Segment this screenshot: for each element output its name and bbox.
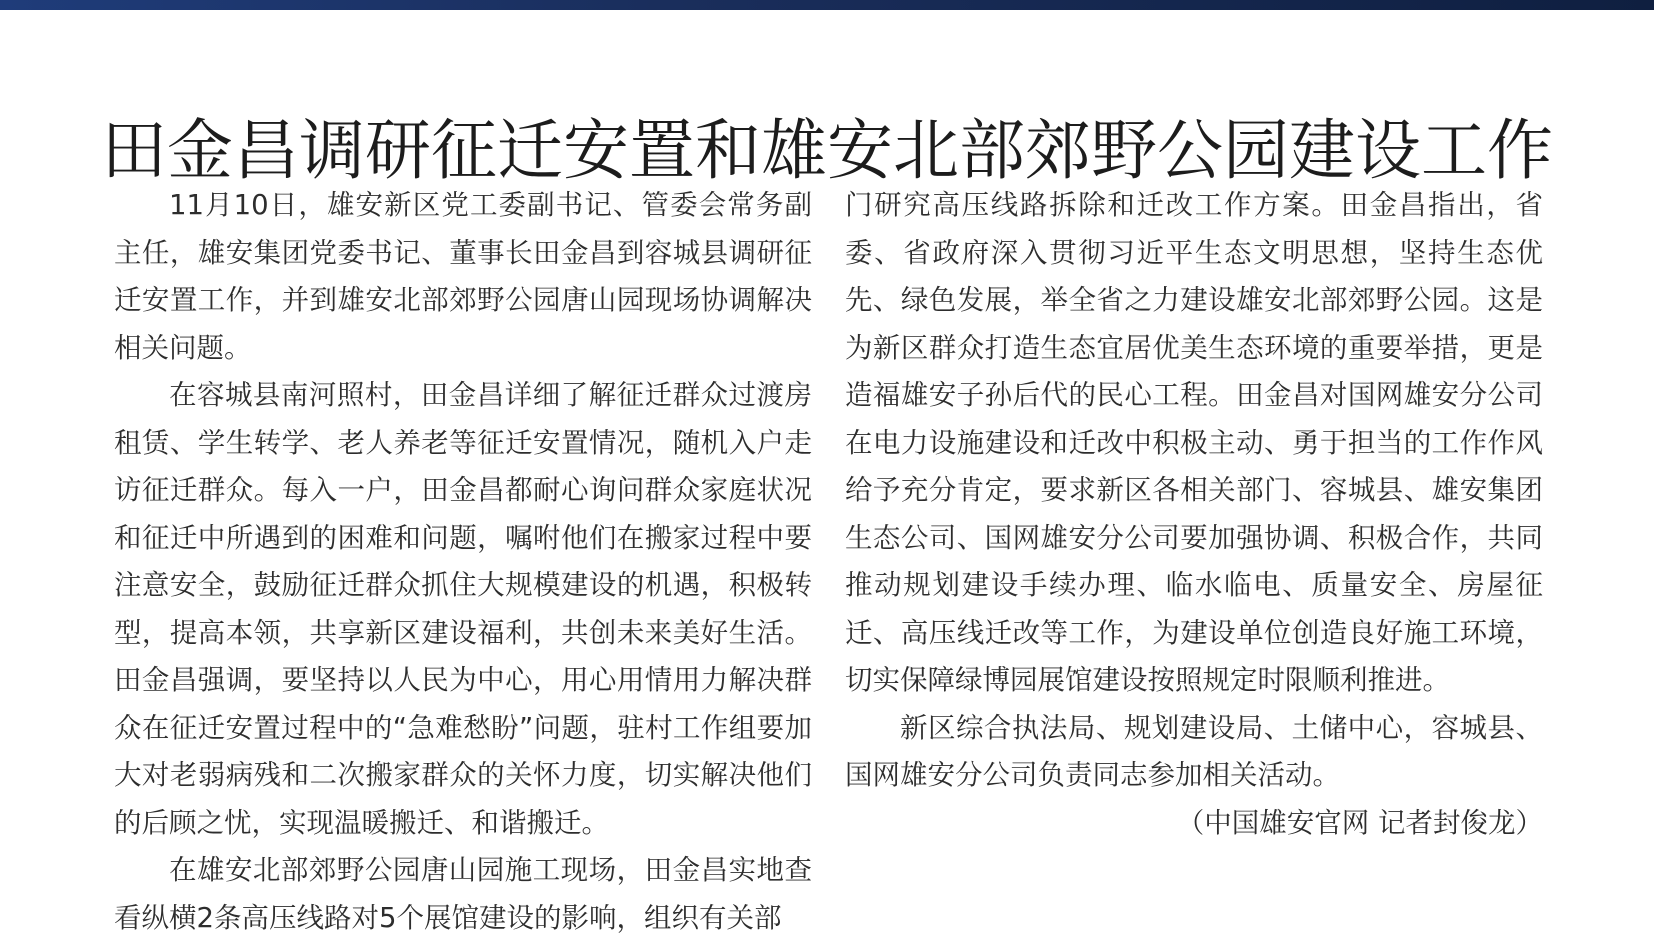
top-accent-bar [0, 0, 1654, 10]
paragraph-3-start: 在雄安北部郊野公园唐山园施工现场，田金昌实地查看纵横2条高压线路对5个展馆建设的影响，组织有关部 [114, 854, 812, 934]
paragraph-2: 在容城县南河照村，田金昌详细了解征迁群众过渡房租赁、学生转学、老人养老等征迁安置情况，随机入户走访征迁群众。每入一户，田金昌都耐心询问群众家庭状况和征迁中所遇到的困难和问题，嘱咐他们在搬家过程中要注意安全，鼓励征迁群众抓住大规模建设的机遇，积极转型，提高本领，共享新区建设福利，共创未来美好生活。田金昌强调，要坚持以人民为中心，用心用情用力解决群众在征迁安置过程中的“急难愁盼”问题，驻村工作组要加大对老弱病残和二次搬家群众的关怀力度，切实解决他们的后顾之忧，实现温暖搬迁、和谐搬迁。 [114, 379, 812, 839]
paragraph-1: 11月10日，雄安新区党工委副书记、管委会常务副主任，雄安集团党委书记、董事长田金昌到容城县调研征迁安置工作，并到雄安北部郊野公园唐山园现场协调解决相关问题。 [114, 189, 812, 364]
article-byline: （中国雄安官网 记者封俊龙） [1176, 806, 1543, 839]
article-title: 田金昌调研征迁安置和雄安北部郊野公园建设工作 [101, 112, 1553, 190]
article-column-right [845, 182, 1543, 847]
paragraph-3-continued: 门研究高压线路拆除和迁改工作方案。田金昌指出，省委、省政府深入贯彻习近平生态文明思想，坚持生态优先、绿色发展，举全省之力建设雄安北部郊野公园。这是为新区群众打造生态宜居优美生态环境的重要举措，更是造福雄安子孙后代的民心工程。田金昌对国网雄安分公司在电力设施建设和迁改中积极主动、勇于担当的工作作风给予充分肯定，要求新区各相关部门、容城县、雄安集团生态公司、国网雄安分公司要加强协调、积极合作，共同推动规划建设手续办理、临水临电、质量安全、房屋征迁、高压线迁改等工作，为建设单位创造良好施工环境，切实保障绿博园展馆建设按照规定时限顺利推进。 [845, 189, 1543, 696]
article-column-left [114, 182, 812, 942]
paragraph-4: 新区综合执法局、规划建设局、土储中心，容城县、国网雄安分公司负责同志参加相关活动。 [845, 711, 1543, 791]
